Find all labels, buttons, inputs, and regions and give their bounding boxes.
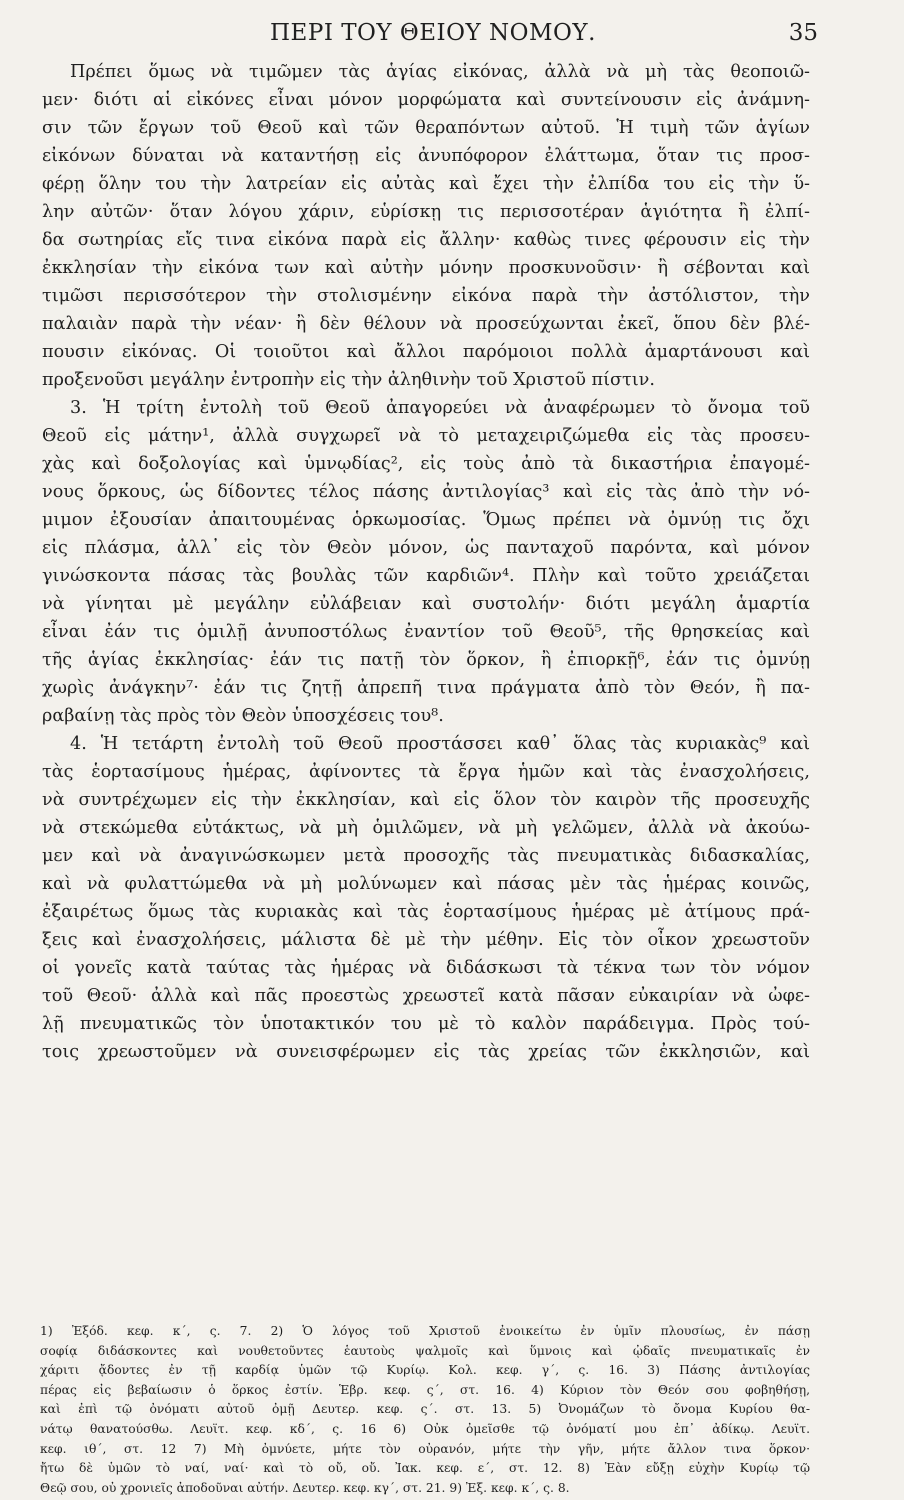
text-line: χὰς καὶ δοξολογίας καὶ ὑμνῳδίας², εἰς τοὺς ἀπὸ τὰ δικαστήρια ἐπαγομέ- [42, 454, 810, 474]
footnote-line: καὶ ἐπὶ τῷ ὀνόματι αὐτοῦ ὀμῇ Δευτερ. κεφ. ς΄. στ. 13. 5) Ὀνομάζων τὸ ὄνομα Κυρίου θα- [40, 1402, 810, 1417]
footnote-line: κεφ. ιθ΄, στ. 12 7) Μὴ ὀμνύετε, μήτε τὸν οὐρανόν, μήτε τὴν γῆν, μήτε ἄλλον τινα ὅρκον· [40, 1441, 810, 1456]
text-line: προξενοῦσι μεγάλην ἐντροπὴν εἰς τὴν ἀληθινὴν τοῦ Χριστοῦ πίστιν. [42, 370, 655, 390]
text-line: ἐκκλησίαν τὴν εἰκόνα των καὶ αὐτὴν μόνην προσκυνοῦσιν· ἢ σέβονται καὶ [42, 258, 810, 278]
text-line: δα σωτηρίας εἴς τινα εἰκόνα παρὰ εἰς ἄλλην· καθὼς τινες φέρουσιν εἰς τὴν [42, 230, 810, 250]
text-line: καὶ νὰ φυλαττώμεθα νὰ μὴ μολύνωμεν καὶ πάσας μὲν τὰς ἡμέρας κοινῶς, [42, 874, 810, 894]
text-line: μεν· διότι αἱ εἰκόνες εἶναι μόνον μορφώματα καὶ συντείνουσιν εἰς ἀνάμνη- [42, 90, 810, 110]
text-line: τὰς ἑορτασίμους ἡμέρας, ἀφίνοντες τὰ ἔργα ἡμῶν καὶ τὰς ἐνασχολήσεις, [42, 762, 810, 782]
text-line: πουσιν εἰκόνας. Οἱ τοιοῦτοι καὶ ἄλλοι παρόμοιοι πολλὰ ἁμαρτάνουσι καὶ [42, 342, 810, 362]
text-line: λῇ πνευματικῶς τὸν ὑποτακτικόν του μὲ τὸ καλὸν παράδειγμα. Πρὸς τού- [42, 1014, 810, 1034]
text-line: Θεοῦ εἰς μάτην¹, ἀλλὰ συγχωρεῖ νὰ τὸ μεταχειριζώμεθα εἰς τὰς προσευ- [42, 426, 810, 446]
text-line: νους ὅρκους, ὡς δίδοντες τέλος πάσης ἀντιλογίας³ καὶ εἰς τὰς ἀπὸ τὴν νό- [42, 482, 810, 502]
text-line: τῆς ἁγίας ἐκκλησίας· ἐάν τις πατῇ τὸν ὅρκον, ἢ ἐπιορκῇ⁶, ἐάν τις ὀμνύῃ [42, 650, 810, 670]
footnote-line: σοφίᾳ διδάσκοντες καὶ νουθετοῦντες ἑαυτοὺς ψαλμοῖς καὶ ὕμνοις καὶ ᾠδαῖς πνευματικαῖς ἐν [40, 1343, 810, 1358]
text-line: τοῦ Θεοῦ· ἀλλὰ καὶ πᾶς προεστὼς χρεωστεῖ κατὰ πᾶσαν εὐκαιρίαν νὰ ὠφε- [42, 986, 810, 1006]
text-line: ἐξαιρέτως ὅμως τὰς κυριακὰς καὶ τὰς ἑορτασίμους ἡμέρας μὲ ἀτίμους πρά- [42, 902, 810, 922]
footnote-line: χάριτι ᾄδοντες ἐν τῇ καρδίᾳ ὑμῶν τῷ Κυρίῳ. Κολ. κεφ. γ΄, ς. 16. 3) Πάσης ἀντιλογίας [40, 1363, 810, 1378]
footnote-line: 1) Ἐξόδ. κεφ. κ΄, ς. 7. 2) Ὁ λόγος τοῦ Χριστοῦ ἐνοικείτω ἐν ὑμῖν πλουσίως, ἐν πάσῃ [40, 1324, 810, 1338]
text-line: ραβαίνῃ τὰς πρὸς τὸν Θεὸν ὑποσχέσεις του⁸. [42, 706, 444, 726]
footnote-line: ἤτω δὲ ὑμῶν τὸ ναί, ναί· καὶ τὸ οὔ, οὔ. Ἰακ. κεφ. ε΄, στ. 12. 8) Ἐὰν εὔξῃ εὐχὴν Κυρίῳ τῷ [40, 1461, 810, 1476]
text-line: φέρῃ ὅλην του τὴν λατρείαν εἰς αὐτὰς καὶ ἔχει τὴν ἐλπίδα του εἰς τὴν ὕ- [42, 174, 810, 194]
text-line: εἶναι ἐάν τις ὁμιλῇ ἀνυποστόλως ἐναντίον τοῦ Θεοῦ⁵, τῆς θρησκείας καὶ [42, 622, 810, 642]
text-line: Πρέπει ὅμως νὰ τιμῶμεν τὰς ἁγίας εἰκόνας, ἀλλὰ νὰ μὴ τὰς θεοποιῶ- [70, 62, 810, 82]
footnotes [40, 1322, 810, 1498]
text-line: μεν καὶ νὰ ἀναγινώσκωμεν μετὰ προσοχῆς τὰς πνευματικὰς διδασκαλίας, [42, 846, 810, 866]
footnote-line: νάτῳ θανατούσθω. Λευϊτ. κεφ. κδ΄, ς. 16 6) Οὐκ ὀμεῖσθε τῷ ὀνόματί μου ἐπ᾽ ἀδίκῳ. Λευϊτ. [40, 1421, 810, 1436]
text-line: σιν τῶν ἔργων τοῦ Θεοῦ καὶ τῶν θεραπόντων αὐτοῦ. Ἡ τιμὴ τῶν ἁγίων [42, 118, 810, 138]
main-text [42, 58, 810, 1066]
text-line: μιμον ἐξουσίαν ἀπαιτουμένας ὁρκωμοσίας. Ὅμως πρέπει νὰ ὀμνύῃ τις ὄχι [42, 510, 810, 530]
text-line: νὰ γίνηται μὲ μεγάλην εὐλάβειαν καὶ συστολήν· διότι μεγάλη ἁμαρτία [42, 594, 810, 614]
text-line: νὰ συντρέχωμεν εἰς τὴν ἐκκλησίαν, καὶ εἰς ὅλον τὸν καιρὸν τῆς προσευχῆς [42, 790, 810, 810]
page-number: 35 [788, 20, 818, 46]
text-line: τιμῶσι περισσότερον τὴν στολισμένην εἰκόνα παρὰ τὴν ἀστόλιστον, τὴν [42, 286, 810, 306]
text-line: τοις χρεωστοῦμεν νὰ συνεισφέρωμεν εἰς τὰς χρείας τῶν ἐκκλησιῶν, καὶ [42, 1042, 810, 1062]
running-title: ΠΕΡΙ ΤΟΥ ΘΕΙΟΥ ΝΟΜΟΥ. [270, 20, 596, 46]
text-line: νὰ στεκώμεθα εὐτάκτως, νὰ μὴ ὁμιλῶμεν, νὰ μὴ γελῶμεν, ἀλλὰ νὰ ἀκούω- [42, 818, 810, 838]
text-line: οἱ γονεῖς κατὰ ταύτας τὰς ἡμέρας νὰ διδάσκωσι τὰ τέκνα των τὸν νόμον [42, 958, 810, 978]
text-line: εἰς πλάσμα, ἀλλ᾽ εἰς τὸν Θεὸν μόνον, ὡς πανταχοῦ παρόντα, καὶ μόνον [42, 538, 810, 558]
text-line: 4. Ἡ τετάρτη ἐντολὴ τοῦ Θεοῦ προστάσσει καθ᾽ ὅλας τὰς κυριακὰς⁹ καὶ [70, 734, 810, 754]
text-line: λην αὐτῶν· ὅταν λόγου χάριν, εὑρίσκῃ τις περισσοτέραν ἁγιότητα ἢ ἐλπί- [42, 202, 810, 222]
footnote-line: πέρας εἰς βεβαίωσιν ὁ ὅρκος ἐστίν. Ἑβρ. κεφ. ς΄, στ. 16. 4) Κύριον τὸν Θεόν σου φοβηθήσῃ, [40, 1382, 810, 1397]
text-line: 3. Ἡ τρίτη ἐντολὴ τοῦ Θεοῦ ἀπαγορεύει νὰ ἀναφέρωμεν τὸ ὄνομα τοῦ [70, 398, 810, 418]
text-line: ξεις καὶ ἐνασχολήσεις, μάλιστα δὲ μὲ τὴν μέθην. Εἰς τὸν οἶκον χρεωστοῦν [42, 930, 810, 950]
text-line: παλαιὰν παρὰ τὴν νέαν· ἢ δὲν θέλουν νὰ προσεύχωνται ἐκεῖ, ὅπου δὲν βλέ- [42, 314, 810, 334]
running-head [0, 14, 904, 54]
text-line: χωρὶς ἀνάγκην⁷· ἐάν τις ζητῇ ἀπρεπῆ τινα πράγματα ἀπὸ τὸν Θεόν, ἢ πα- [42, 678, 810, 698]
text-line: εἰκόνων δύναται νὰ καταντήσῃ εἰς ἀνυπόφορον ἐλάττωμα, ὅταν τις προσ- [42, 146, 810, 166]
footnote-line: Θεῷ σου, οὐ χρονιεῖς ἀποδοῦναι αὐτήν. Δευτερ. κεφ. κγ΄, στ. 21. 9) Ἐξ. κεφ. κ΄, ς. 8. [40, 1480, 570, 1495]
text-line: γινώσκοντα πάσας τὰς βουλὰς τῶν καρδιῶν⁴. Πλὴν καὶ τοῦτο χρειάζεται [42, 566, 810, 586]
